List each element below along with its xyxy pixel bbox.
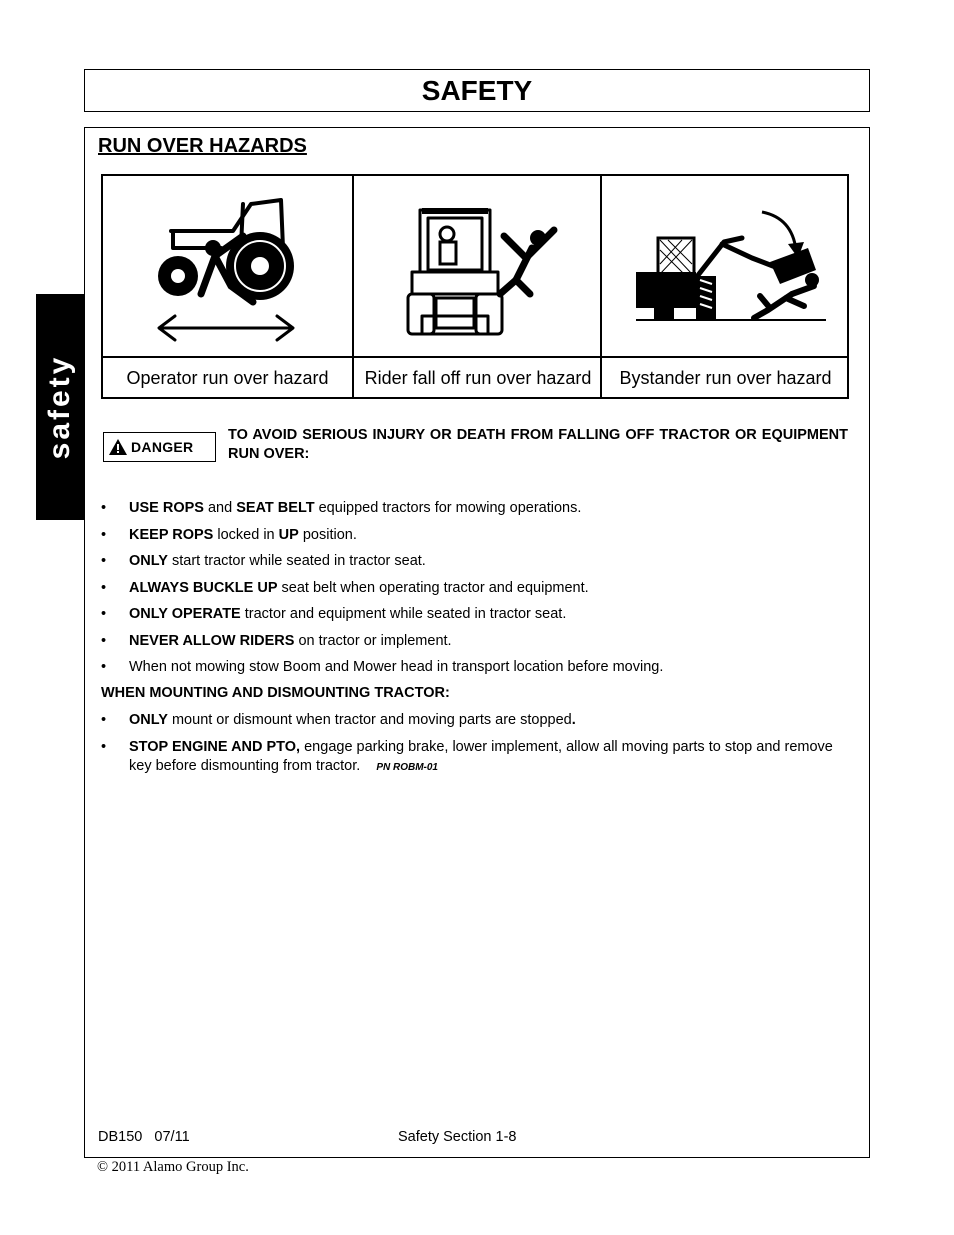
danger-sign (103, 432, 216, 462)
side-tab (36, 294, 84, 520)
figure-caption: Bystander run over hazard (602, 356, 849, 399)
danger-label: DANGER (131, 439, 194, 455)
mounting-heading: WHEN MOUNTING AND DISMOUNTING TRACTOR: (101, 685, 450, 701)
bystander-run-over-illustration (602, 176, 849, 356)
figure-caption: Operator run over hazard (103, 356, 352, 399)
part-number: PN ROBM-01 (376, 762, 438, 773)
figure-caption: Rider fall off run over hazard (354, 356, 602, 399)
figure-bystander (600, 176, 849, 397)
warning-triangle-icon (108, 438, 128, 456)
figure-rider (352, 176, 602, 397)
footer-model-date: DB150 07/11 (98, 1129, 190, 1145)
operator-run-over-illustration (103, 176, 352, 356)
footer-page-number: Safety Section 1-8 (398, 1129, 517, 1145)
section-title: RUN OVER HAZARDS (98, 135, 307, 157)
danger-message: TO AVOID SERIOUS INJURY OR DEATH FROM FALLING OFF TRACTOR OR EQUIPMENT RUN OVER: (228, 427, 848, 462)
hazard-figures (101, 174, 849, 399)
side-tab-label: safety (43, 354, 76, 460)
figure-operator (103, 176, 352, 397)
page-title: SAFETY (421, 75, 533, 106)
copyright: © 2011 Alamo Group Inc. (97, 1159, 249, 1175)
header-box (84, 69, 870, 112)
rider-fall-off-illustration (354, 176, 602, 356)
